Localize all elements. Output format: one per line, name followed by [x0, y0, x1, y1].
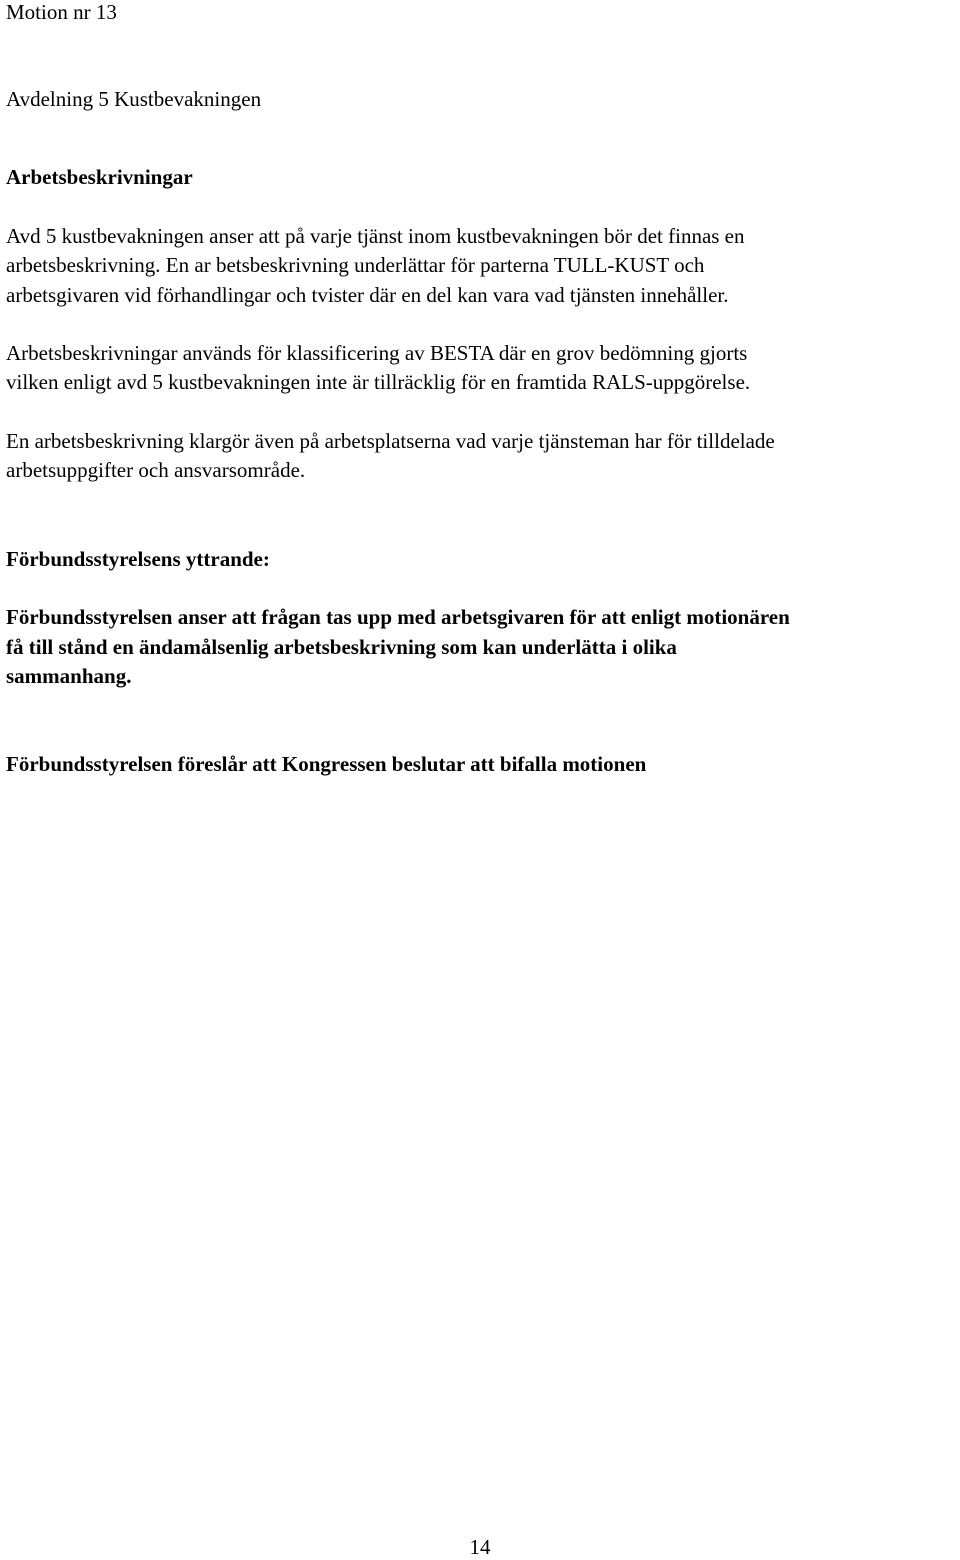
board-statement-line: sammanhang.	[6, 664, 132, 688]
paragraph-line: Avd 5 kustbevakningen anser att på varje tjänst inom kustbevakningen bör det finnas en	[6, 224, 745, 248]
paragraph-line: arbetsuppgifter och ansvarsområde.	[6, 458, 306, 482]
paragraph-line: vilken enligt avd 5 kustbevakningen inte är tillräcklig för en framtida RALS-uppgörelse.	[6, 370, 751, 394]
paragraph-line: Arbetsbeskrivningar används för klassificering av BESTA där en grov bedömning gjorts	[6, 341, 748, 365]
department-name: Avdelning 5 Kustbevakningen	[6, 87, 262, 111]
paragraph-line: arbetsgivaren vid förhandlingar och tvister där en del kan vara vad tjänsten innehåller.	[6, 283, 729, 307]
paragraph-line: En arbetsbeskrivning klargör även på arbetsplatserna vad varje tjänsteman har för tilldelade	[6, 429, 775, 453]
section-heading: Arbetsbeskrivningar	[6, 165, 193, 189]
board-proposal: Förbundsstyrelsen föreslår att Kongressen beslutar att bifalla motionen	[6, 752, 647, 776]
motion-title: Motion nr 13	[6, 0, 117, 24]
board-heading: Förbundsstyrelsens yttrande:	[6, 547, 270, 571]
board-statement-line: få till stånd en ändamålsenlig arbetsbeskrivning som kan underlätta i olika	[6, 635, 677, 659]
page-number: 14	[469, 1535, 491, 1559]
paragraph-line: arbetsbeskrivning. En ar betsbeskrivning underlättar för parterna TULL-KUST och	[6, 253, 705, 277]
board-statement-line: Förbundsstyrelsen anser att frågan tas upp med arbetsgivaren för att enligt motionären	[6, 605, 790, 629]
